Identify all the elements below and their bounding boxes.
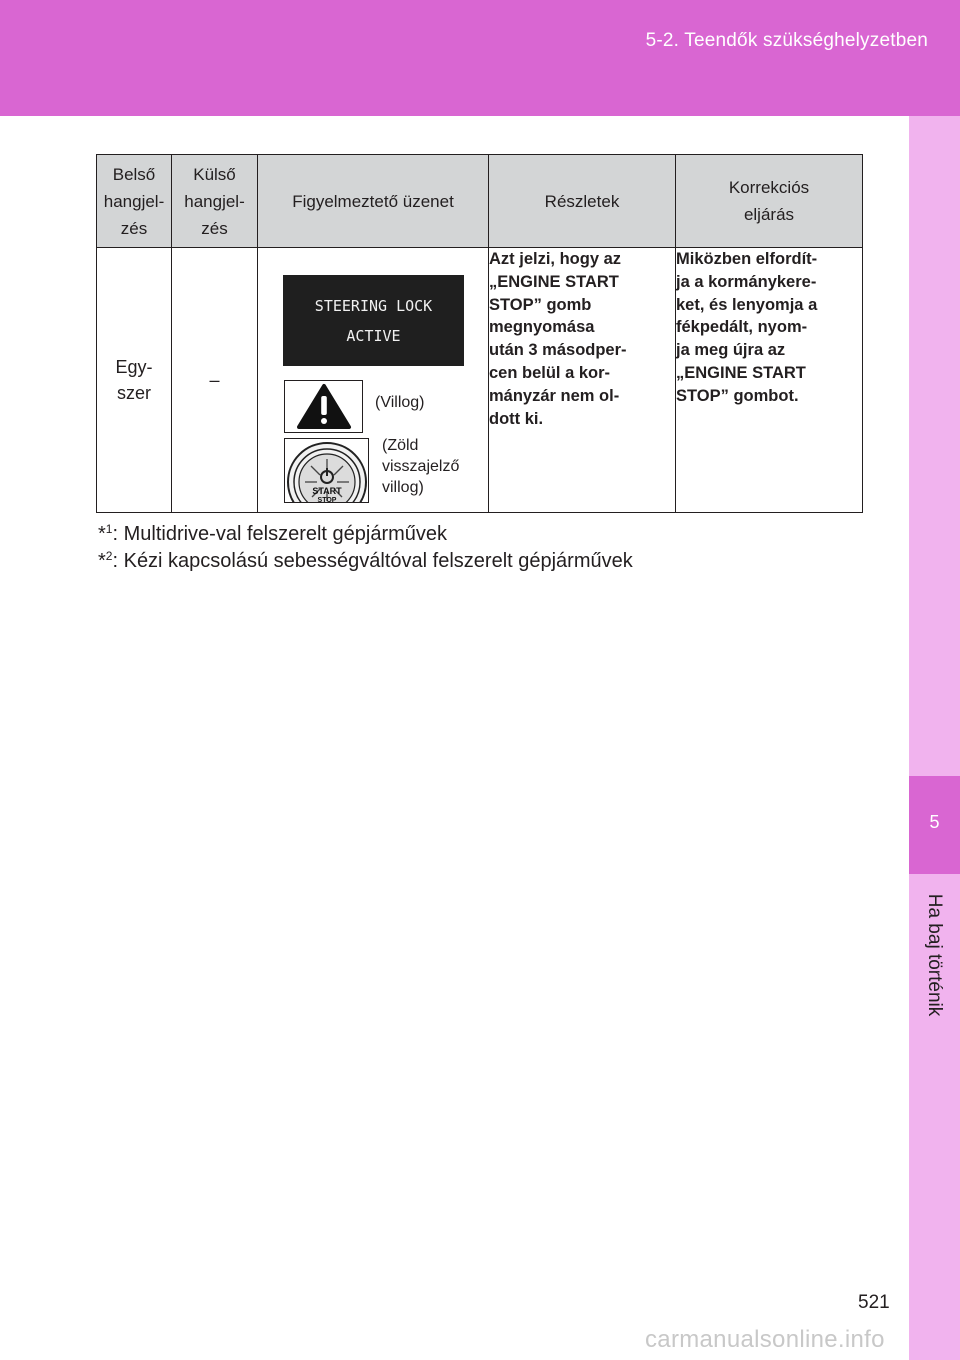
exclamation-triangle-icon — [296, 383, 352, 430]
lcd-line-2: ACTIVE — [346, 327, 401, 345]
chapter-tab — [909, 776, 960, 874]
cell-external-buzzer: – — [172, 248, 258, 513]
page-number: 521 — [858, 1292, 890, 1313]
side-tab-strip — [909, 116, 960, 1360]
cell-warning-message — [258, 248, 489, 513]
cell-internal-buzzer: Egy- szer — [97, 248, 172, 513]
chapter-title: Ha baj történik — [924, 893, 945, 1017]
section-title: 5-2. Teendők szükséghelyzetben — [645, 30, 928, 51]
steering-lock-display — [283, 275, 464, 366]
lcd-line-1: STEERING LOCK — [314, 297, 433, 315]
engine-start-stop-button-icon — [287, 439, 367, 503]
footnote-2: *$^2$: Kézi kapcsolású sebességváltóval felszerelt gépjárművek — [98, 549, 633, 572]
cell-correction: Miközben elfordít- ja a kormánykere- ket, és lenyomja a fékpedált, nyom- ja meg újra az „ENGINE START STOP” gombot. — [676, 248, 863, 513]
table-row — [97, 248, 863, 513]
start-stop-indicator — [284, 438, 369, 503]
cell-details: Azt jelzi, hogy az „ENGINE START STOP” gomb megnyomása után 3 másodper- cen belül a kor- mányzár nem ol- dott ki. — [489, 248, 676, 513]
header-correction: Korrekciós eljárás — [676, 155, 863, 248]
footnote-1: *$^1$: Multidrive-val felszerelt gépjárművek — [98, 522, 448, 545]
svg-text:START: START — [312, 486, 342, 496]
table-header-row — [97, 155, 863, 248]
page-header — [0, 0, 960, 116]
master-warning-light — [284, 380, 363, 433]
header-external-buzzer: Külső hangjel- zés — [172, 155, 258, 248]
indicator-blink-label: (Zöld visszajelző villog) — [382, 437, 460, 496]
watermark: carmanualsonline.info — [645, 1326, 885, 1353]
chapter-number: 5 — [929, 812, 940, 832]
header-internal-buzzer: Belső hangjel- zés — [97, 155, 172, 248]
svg-text:STOP: STOP — [317, 497, 337, 504]
warning-blink-label: (Villog) — [375, 394, 425, 411]
warning-table — [96, 154, 863, 513]
header-warning-message: Figyelmeztető üzenet — [258, 155, 489, 248]
header-details: Részletek — [489, 155, 676, 248]
